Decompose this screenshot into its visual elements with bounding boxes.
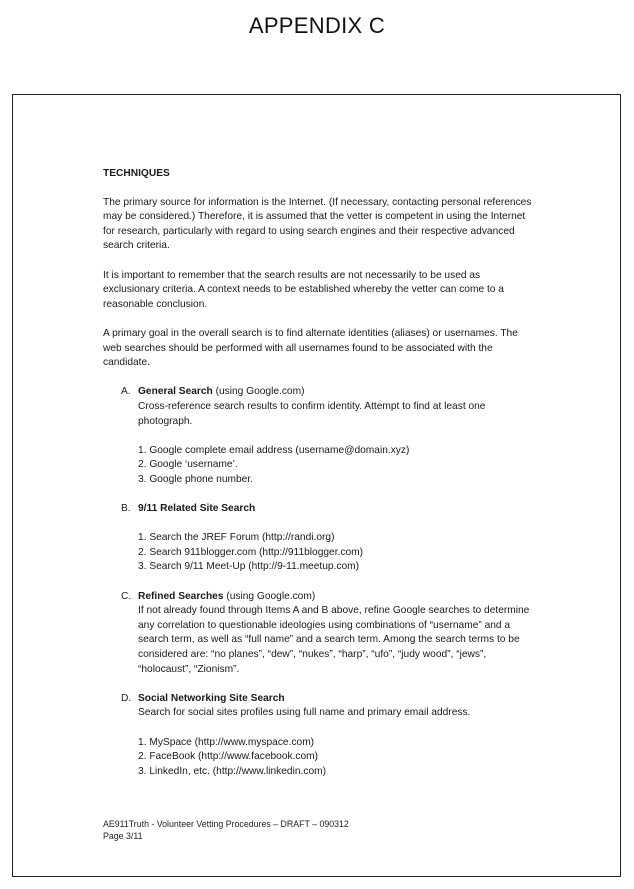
step-list <box>138 531 533 575</box>
item-heading <box>138 692 533 707</box>
document-body <box>103 167 533 794</box>
item-title-suffix: (using Google.com) <box>223 590 316 602</box>
item-title: 9/11 Related Site Search <box>138 503 256 515</box>
item-description: Search for social sites profiles using full name and primary email address. <box>138 707 471 719</box>
item-title: General Search <box>138 386 213 398</box>
paragraph-exclusionary-criteria: It is important to remember that the search results are not necessarily to be used as exclusionary criteria. A context needs to be established whereby the vetter can come to a reasonable conclusion. <box>103 269 504 310</box>
item-letter: C. <box>121 590 132 602</box>
page-heading: APPENDIX C <box>248 13 386 38</box>
list-item: 2. FaceBook (http://www.facebook.com) <box>138 751 319 763</box>
technique-item-social-networking <box>103 692 533 780</box>
item-title: Social Networking Site Search <box>138 692 285 704</box>
item-heading <box>138 385 533 400</box>
paragraph-primary-source: The primary source for information is the Internet. (If necessary, contacting personal references may be considered.) Therefore, it is assumed that the vetter is competent in using the Internet for research, particularly with regard to using search engines and their respective advanced search criteria. <box>103 196 532 252</box>
section-title: TECHNIQUES <box>103 168 170 179</box>
item-title: Refined Searches <box>138 590 224 602</box>
item-letter: B. <box>121 503 131 515</box>
item-description: If not already found through Items A and B above, refine Google searches to determine any correlation to questionable ideologies using combinations of “username” and a search term, as well as “full name” and a search term. Among the search terms to be considered are: “no planes”, “dew”, “nukes”, “harp”, “ufo”, “judy wood”, “jews”, “holocaust”, “Zionism”. <box>138 605 530 675</box>
page-footer <box>103 818 349 842</box>
list-item: 3. Google phone number. <box>138 473 253 485</box>
list-item: 1. Search the JREF Forum (http://randi.org) <box>138 532 335 544</box>
list-item: 2. Search 911blogger.com (http://911blogger.com) <box>138 546 364 558</box>
item-description: Cross-reference search results to confirm identity. Attempt to find at least one photograph. <box>138 400 486 427</box>
footer-document-title: AE911Truth - Volunteer Vetting Procedures – DRAFT – 090312 <box>103 819 349 829</box>
item-heading <box>138 590 533 605</box>
list-item: 1. Google complete email address (username@domain.xyz) <box>138 444 410 456</box>
paragraph-primary-goal: A primary goal in the overall search is to find alternate identities (aliases) or usernames. The web searches should be performed with all usernames found to be associated with the candidate. <box>103 327 518 369</box>
technique-item-general-search <box>103 385 533 487</box>
step-list <box>138 736 533 780</box>
item-heading <box>138 502 533 517</box>
technique-item-refined-searches <box>103 590 533 678</box>
step-list <box>138 444 533 488</box>
technique-item-related-site-search <box>103 502 533 575</box>
list-item: 1. MySpace (http://www.myspace.com) <box>138 736 315 748</box>
list-item: 2. Google ‘username’. <box>138 459 238 471</box>
item-letter: A. <box>121 386 131 398</box>
item-letter: D. <box>121 692 132 704</box>
item-title-suffix: (using Google.com) <box>212 386 305 398</box>
list-item: 3. LinkedIn, etc. (http://www.linkedin.com) <box>138 765 326 777</box>
footer-page-number: Page 3/11 <box>103 831 143 841</box>
list-item: 3. Search 9/11 Meet-Up (http://9-11.meetup.com) <box>138 561 360 573</box>
